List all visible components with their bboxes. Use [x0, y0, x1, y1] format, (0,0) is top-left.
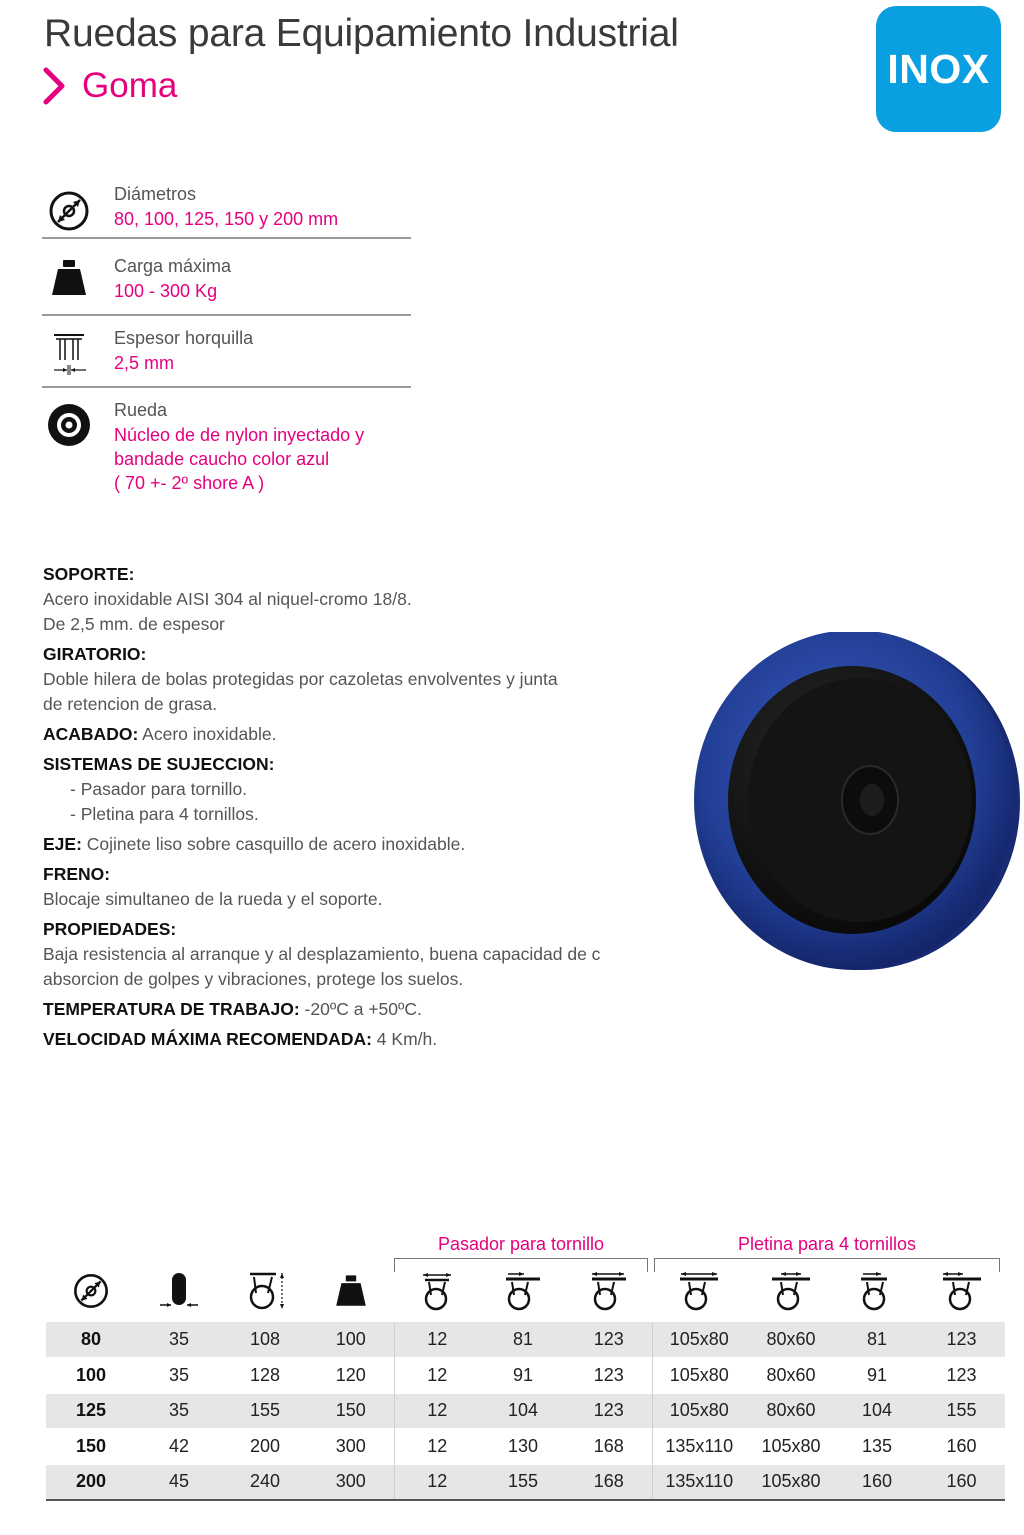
header-cell	[746, 1264, 836, 1318]
diameter-cell: 125	[46, 1393, 136, 1429]
temperatura-heading: TEMPERATURA DE TRABAJO:	[43, 999, 300, 1019]
table-row	[46, 1358, 1005, 1394]
spec-value-line: bandade caucho color azul	[114, 449, 330, 469]
spec-label: Rueda	[114, 400, 168, 420]
eje-line	[43, 832, 683, 857]
velocidad-text: 4 Km/h.	[371, 1029, 438, 1049]
eje-text: Cojinete liso sobre casquillo de acero inoxidable.	[81, 834, 466, 854]
header-cell	[566, 1264, 652, 1318]
spec-label: Espesor horquilla	[114, 328, 254, 348]
wheel-icon	[46, 402, 92, 448]
eje-heading: EJE:	[43, 834, 82, 854]
table-row	[46, 1322, 1005, 1358]
diameter-cell: 100	[75, 1364, 107, 1385]
total-height-icon	[939, 1269, 985, 1313]
propiedades-text: absorcion de golpes y vibraciones, protege los suelos.	[43, 969, 464, 989]
table-cell: 80x60	[746, 1393, 836, 1429]
table-cell: 81	[836, 1322, 918, 1358]
group-label-pletina: Pletina para 4 tornillos	[737, 1234, 917, 1254]
soporte-heading: SOPORTE:	[43, 564, 135, 584]
page-title: Ruedas para Equipamiento Industrial	[44, 12, 679, 55]
table-cell: 160	[946, 1435, 977, 1456]
table-cell: 155	[918, 1393, 1005, 1429]
plate-size-icon	[677, 1269, 721, 1313]
table-cell: 120	[335, 1364, 366, 1385]
propiedades-heading: PROPIEDADES:	[43, 919, 177, 939]
table-cell: 42	[168, 1435, 190, 1456]
table-cell: 80x60	[746, 1322, 836, 1358]
table-cell: 123	[566, 1393, 652, 1429]
sistemas-item: - Pasador para tornillo.	[70, 779, 248, 799]
diameter-cell: 150	[75, 1435, 107, 1456]
soporte-text: De 2,5 mm. de espesor	[43, 614, 225, 634]
subtitle-text: Goma	[82, 66, 178, 105]
spec-value: 2,5 mm	[114, 353, 175, 373]
table-header-icons	[46, 1264, 1005, 1318]
table-cell: 80x60	[766, 1364, 816, 1385]
spec-label: Diámetros	[114, 184, 197, 204]
table-cell: 100	[308, 1322, 394, 1358]
table-cell: 160	[836, 1464, 918, 1500]
temperatura-text: -20ºC a +50ºC.	[299, 999, 422, 1019]
spec-value-line: Núcleo de de nylon inyectado y	[114, 425, 365, 445]
soporte-text: Acero inoxidable AISI 304 al niquel-cromo 18/8.	[43, 589, 412, 609]
table-cell: 240	[222, 1464, 308, 1500]
diameter-cell: 80	[46, 1322, 136, 1358]
table-cell: 91	[512, 1364, 534, 1385]
table-cell: 135x110	[652, 1429, 746, 1465]
table-row	[46, 1464, 1005, 1500]
table-cell: 155	[480, 1464, 566, 1500]
table-cell: 155	[222, 1393, 308, 1429]
spec-fork-thickness	[42, 324, 411, 390]
dimensions-table	[46, 1322, 1005, 1501]
table-cell: 81	[480, 1322, 566, 1358]
table-cell: 35	[136, 1322, 222, 1358]
table-cell: 123	[946, 1364, 977, 1385]
table-row	[46, 1393, 1005, 1429]
diameter-cell: 200	[46, 1464, 136, 1500]
table-cell: 123	[918, 1322, 1005, 1358]
wheel-product-image	[684, 632, 1024, 977]
table-cell: 168	[566, 1464, 652, 1500]
divider	[42, 237, 411, 239]
plate-offset-icon	[588, 1269, 630, 1313]
divider	[42, 386, 411, 388]
table-cell: 135x110	[652, 1464, 746, 1500]
freno-text: Blocaje simultaneo de la rueda y el soporte.	[43, 889, 383, 909]
propiedades-text: Baja resistencia al arranque y al desplazamiento, buena capacidad de c	[43, 944, 601, 964]
table-cell: 35	[136, 1393, 222, 1429]
acabado-heading: ACABADO:	[43, 724, 139, 744]
table-cell: 12	[394, 1393, 480, 1429]
bolt-spacing-icon	[769, 1269, 813, 1313]
table-cell: 160	[918, 1464, 1005, 1500]
table-cell: 105x80	[761, 1435, 821, 1456]
diameter-icon	[71, 1271, 111, 1311]
table-cell: 168	[593, 1435, 624, 1456]
bolt-hole-icon	[417, 1269, 457, 1313]
plate-length-icon	[502, 1269, 544, 1313]
table-cell: 300	[308, 1464, 394, 1500]
weight-icon	[46, 255, 92, 301]
table-cell: 108	[222, 1322, 308, 1358]
spec-value: 100 - 300 Kg	[114, 281, 218, 301]
overall-height-icon	[242, 1269, 288, 1313]
table-cell: 105x80	[652, 1322, 746, 1358]
tread-width-icon	[157, 1269, 201, 1313]
spec-max-load	[42, 252, 411, 318]
table-cell: 35	[168, 1364, 190, 1385]
acabado-line	[43, 722, 683, 747]
giratorio-text: Doble hilera de bolas protegidas por cazoletas envolventes y junta	[43, 669, 558, 689]
temperatura-line	[43, 997, 683, 1022]
inox-badge: INOX	[876, 6, 1001, 132]
table-cell: 135	[861, 1435, 893, 1456]
table-cell: 105x80	[652, 1358, 746, 1394]
chevron-right-icon	[40, 64, 68, 108]
table-cell: 300	[335, 1435, 366, 1456]
giratorio-text: de retencion de grasa.	[43, 694, 218, 714]
table-cell: 130	[507, 1435, 539, 1456]
weight-icon	[331, 1271, 371, 1311]
velocidad-line	[43, 1027, 683, 1052]
table-row	[46, 1429, 1005, 1465]
header-cell	[136, 1264, 222, 1318]
table-cell: 200	[249, 1435, 281, 1456]
table-cell: 123	[566, 1322, 652, 1358]
spec-value-line: ( 70 +- 2º shore A )	[114, 473, 265, 493]
table-cell: 104	[836, 1393, 918, 1429]
table-cell: 12	[394, 1429, 480, 1465]
table-cell: 12	[394, 1322, 480, 1358]
product-description	[43, 562, 683, 1052]
header-cell	[308, 1264, 394, 1318]
header-cell	[652, 1264, 746, 1318]
header-cell	[222, 1264, 308, 1318]
table-cell: 91	[866, 1364, 888, 1385]
header-cell	[480, 1264, 566, 1318]
subtitle	[40, 64, 177, 108]
sistemas-heading: SISTEMAS DE SUJECCION:	[43, 754, 275, 774]
table-cell: 104	[480, 1393, 566, 1429]
diameter-icon	[46, 188, 92, 234]
header-cell	[836, 1264, 918, 1318]
header-cell	[394, 1264, 480, 1318]
table-cell: 45	[136, 1464, 222, 1500]
table-cell: 123	[593, 1364, 624, 1385]
table-cell: 105x80	[746, 1464, 836, 1500]
velocidad-heading: VELOCIDAD MÁXIMA RECOMENDADA:	[43, 1029, 372, 1049]
acabado-text: Acero inoxidable.	[138, 724, 277, 744]
header-cell	[918, 1264, 1005, 1318]
table-cell: 12	[394, 1358, 480, 1394]
table-cell: 128	[249, 1364, 281, 1385]
divider	[42, 314, 411, 316]
spec-label: Carga máxima	[114, 256, 232, 276]
spec-wheel	[42, 396, 411, 506]
spec-value: 80, 100, 125, 150 y 200 mm	[114, 209, 339, 229]
table-cell: 12	[394, 1464, 480, 1500]
spec-diameter	[42, 180, 411, 240]
giratorio-heading: GIRATORIO:	[43, 644, 147, 664]
table-cell: 105x80	[652, 1393, 746, 1429]
swivel-radius-icon	[857, 1269, 897, 1313]
freno-heading: FRENO:	[43, 864, 111, 884]
sistemas-item: - Pletina para 4 tornillos.	[70, 804, 259, 824]
group-label-pasador: Pasador para tornillo	[437, 1234, 605, 1254]
fork-thickness-icon	[46, 330, 96, 378]
header-cell	[46, 1264, 136, 1318]
table-cell: 150	[308, 1393, 394, 1429]
